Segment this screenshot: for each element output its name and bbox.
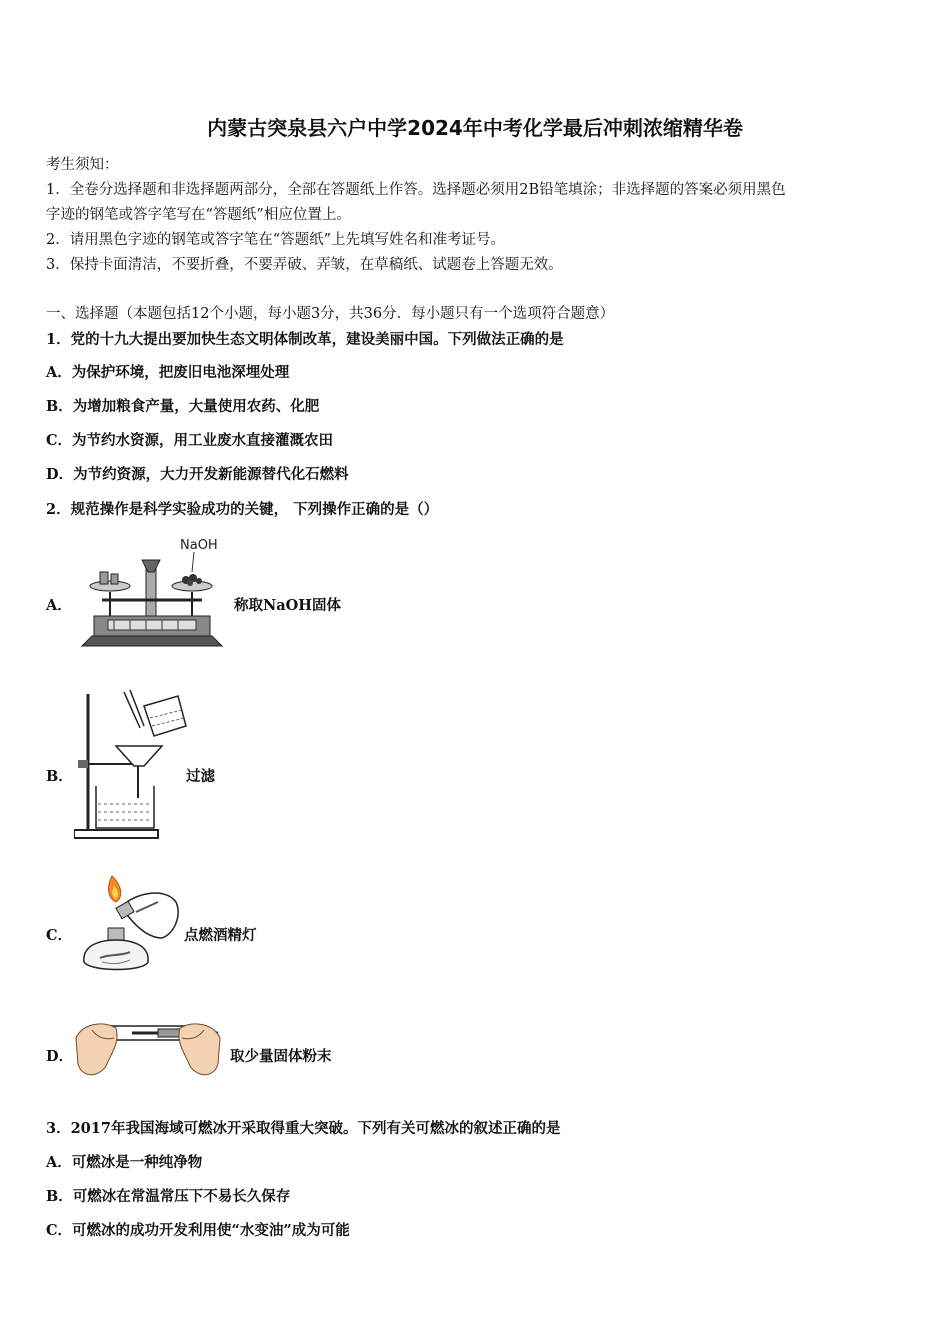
notice-item-2: 2．请用黑色字迹的钢笔或答字笔在“答题纸”上先填写姓名和准考证号。 <box>46 232 506 248</box>
notice-item-3: 3．保持卡面清洁，不要折叠，不要弄破、弄皱，在草稿纸、试题卷上答题无效。 <box>46 257 563 273</box>
naoh-figure-label: NaOH <box>180 538 218 553</box>
section-heading: 一、选择题（本题包括12个小题，每小题3分，共36分．每小题只有一个选项符合题意） <box>46 306 615 322</box>
question-2-option-c-label: C． <box>46 927 73 944</box>
question-3-option-b: B．可燃冰在常温常压下不易长久保存 <box>46 1188 291 1205</box>
test-tube-spatula-figure <box>72 1008 224 1084</box>
question-2-stem: 2．规范操作是科学实验成功的关键， 下列操作正确的是（） <box>46 501 439 518</box>
question-2-option-a-label: A． <box>46 597 72 614</box>
page-title: 内蒙古突泉县六户中学2024年中考化学最后冲刺浓缩精华卷 <box>207 116 743 140</box>
balance-scale-figure <box>80 532 225 654</box>
question-1-option-c: C．为节约水资源，用工业废水直接灌溉农田 <box>46 432 334 449</box>
question-1-option-b: B．为增加粮食产量，大量使用农药、化肥 <box>46 398 320 415</box>
alcohol-lamp-figure <box>78 872 184 980</box>
question-2-option-c-text: 点燃酒精灯 <box>184 927 257 944</box>
question-3-stem: 3．2017年我国海域可燃冰开采取得重大突破。下列有关可燃冰的叙述正确的是 <box>46 1120 561 1137</box>
notice-heading: 考生须知： <box>46 157 119 173</box>
notice-item-1-cont: 字迹的钢笔或答字笔写在“答题纸”相应位置上。 <box>46 207 351 223</box>
question-1-stem: 1．党的十九大提出要加快生态文明体制改革，建设美丽中国。下列做法正确的是 <box>46 331 564 348</box>
question-2-option-b-label: B． <box>46 768 73 785</box>
question-2-option-b-text: 过滤 <box>186 768 215 785</box>
question-2-option-d-text: 取少量固体粉末 <box>230 1048 332 1065</box>
question-1-option-d: D．为节约资源，大力开发新能源替代化石燃料 <box>46 466 349 483</box>
filtration-figure <box>74 686 190 842</box>
question-3-option-a: A．可燃冰是一种纯净物 <box>46 1154 203 1171</box>
question-2-option-d-label: D． <box>46 1048 74 1065</box>
question-2-option-a-text: 称取NaOH固体 <box>234 597 341 614</box>
question-1-option-a: A．为保护环境，把废旧电池深埋处理 <box>46 364 290 381</box>
question-3-option-c: C．可燃冰的成功开发利用使“水变油”成为可能 <box>46 1222 350 1239</box>
notice-item-1: 1．全卷分选择题和非选择题两部分，全部在答题纸上作答。选择题必须用2B铅笔填涂；非选择题的答案必须用黑色 <box>46 182 786 198</box>
